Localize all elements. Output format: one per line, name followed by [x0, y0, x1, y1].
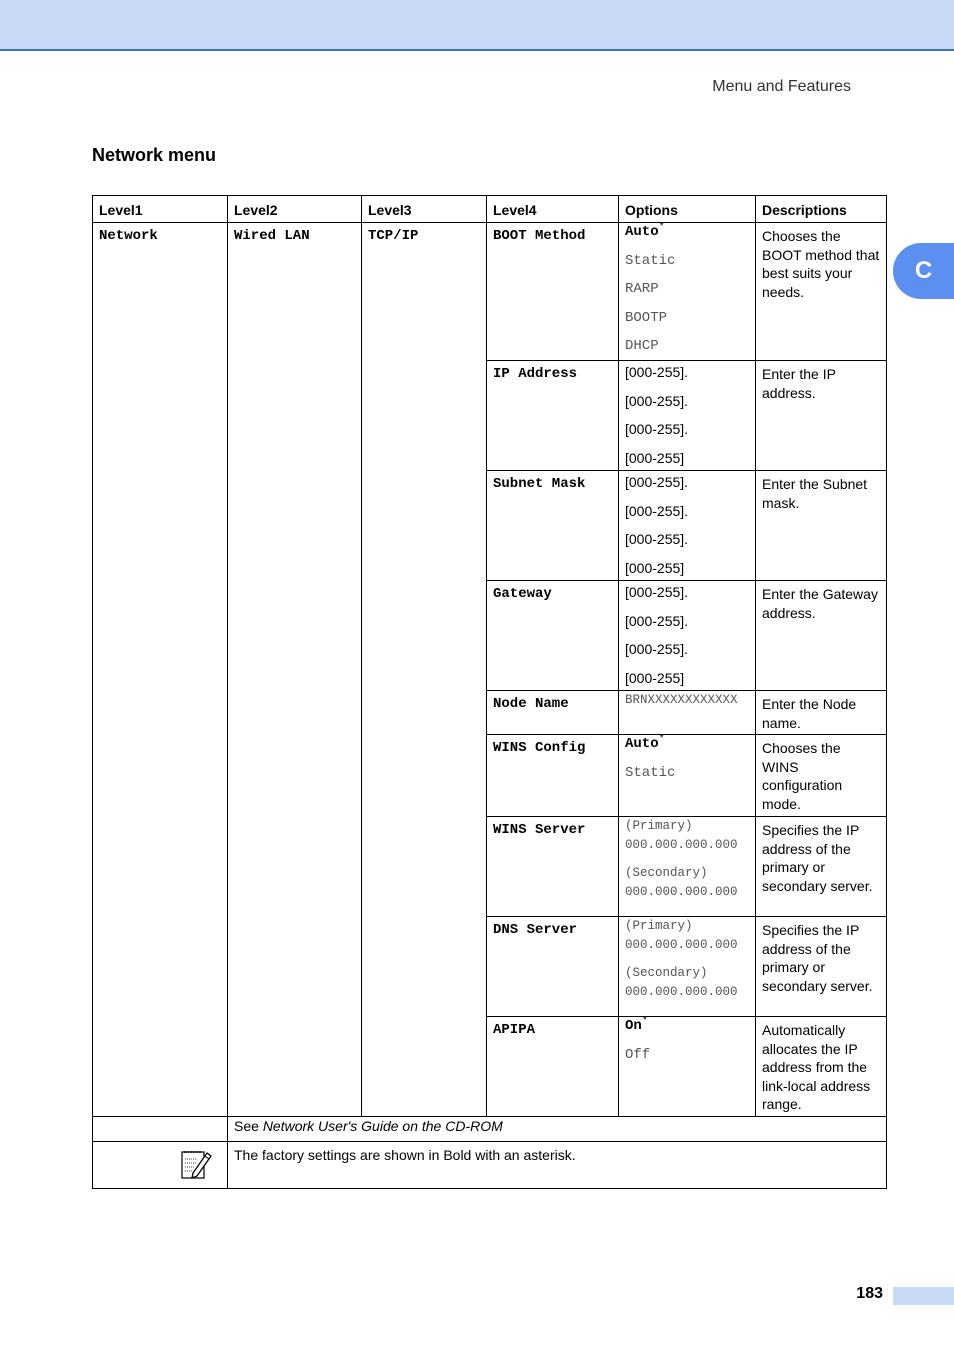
- level4-cell: WINS Server: [487, 817, 619, 917]
- col-header-descriptions: Descriptions: [756, 196, 887, 223]
- option-default: On*: [625, 1016, 648, 1034]
- description-cell: Enter the IP address.: [756, 361, 887, 471]
- level4-cell: APIPA: [487, 1017, 619, 1117]
- ip-octet-range: [000-255].: [625, 474, 689, 490]
- col-header-level4: Level4: [487, 196, 619, 223]
- col-header-options: Options: [619, 196, 756, 223]
- ip-octet-range: [000-255].: [625, 612, 689, 629]
- options-cell: [619, 817, 756, 917]
- ip-octet-range: [000-255].: [625, 641, 689, 657]
- node-name-default: BRNXXXXXXXXXXXX: [625, 693, 738, 707]
- ip-octet-range: [000-255]: [625, 669, 685, 686]
- ip-octet-range: [000-255]: [625, 559, 685, 576]
- header-band: [0, 0, 954, 51]
- description-cell: Automatically allocates the IP address from the link-local address range.: [756, 1017, 887, 1117]
- note-icon-cell: [93, 1142, 228, 1189]
- level4-cell: WINS Config: [487, 735, 619, 817]
- ip-octet-range: [000-255].: [625, 502, 689, 519]
- ip-octet-range: [000-255].: [625, 364, 689, 380]
- page-number-bar: [893, 1287, 954, 1305]
- level2-cell: Wired LAN: [228, 223, 362, 1117]
- section-title: Network menu: [92, 145, 217, 165]
- option: Static: [625, 252, 676, 269]
- secondary-address: (Secondary) 000.000.000.000: [625, 866, 738, 899]
- ip-octet-range: [000-255]: [625, 449, 685, 466]
- level4-cell: Node Name: [487, 691, 619, 735]
- chapter-tab: C: [893, 243, 954, 299]
- secondary-address: (Secondary) 000.000.000.000: [625, 966, 738, 999]
- option: RARP: [625, 281, 659, 297]
- description-cell: Specifies the IP address of the primary or secondary server.: [756, 917, 887, 1017]
- level4-cell: BOOT Method: [487, 223, 619, 361]
- option: DHCP: [625, 338, 659, 354]
- reference-note: See Network User's Guide on the CD-ROM: [228, 1117, 887, 1142]
- factory-note: The factory settings are shown in Bold with an asterisk.: [228, 1142, 887, 1189]
- level3-cell: TCP/IP: [362, 223, 487, 1117]
- options-cell: [619, 581, 756, 691]
- option-default: Auto*: [625, 222, 665, 240]
- options-cell: [619, 917, 756, 1017]
- level1-cell: Network: [93, 223, 228, 1117]
- options-cell: [619, 735, 756, 817]
- option-default: Auto*: [625, 734, 665, 752]
- level4-cell: IP Address: [487, 361, 619, 471]
- description-cell: Chooses the WINS configuration mode.: [756, 735, 887, 817]
- options-cell: [619, 1017, 756, 1117]
- ip-octet-range: [000-255].: [625, 584, 689, 600]
- ip-octet-range: [000-255].: [625, 392, 689, 409]
- table-row: [93, 223, 887, 361]
- level4-cell: DNS Server: [487, 917, 619, 1017]
- options-cell: [619, 691, 756, 735]
- ip-octet-range: [000-255].: [625, 421, 689, 437]
- ip-octet-range: [000-255].: [625, 531, 689, 547]
- description-cell: Enter the Subnet mask.: [756, 471, 887, 581]
- reference-note-row: [93, 1117, 887, 1142]
- empty-cell: [93, 1117, 228, 1142]
- running-head: Menu and Features: [712, 78, 851, 95]
- description-cell: Chooses the BOOT method that best suits your needs.: [756, 223, 887, 361]
- table-header-row: [93, 196, 887, 223]
- col-header-level1: Level1: [93, 196, 228, 223]
- network-menu-table: [92, 195, 887, 1189]
- options-cell: [619, 471, 756, 581]
- page-number: 183: [856, 1285, 883, 1302]
- level4-cell: Gateway: [487, 581, 619, 691]
- primary-address: (Primary) 000.000.000.000: [625, 919, 738, 952]
- col-header-level2: Level2: [228, 196, 362, 223]
- memo-pencil-icon: [179, 1147, 213, 1181]
- options-cell: [619, 361, 756, 471]
- option: Off: [625, 1046, 651, 1063]
- description-cell: Enter the Gateway address.: [756, 581, 887, 691]
- option: BOOTP: [625, 309, 668, 326]
- description-cell: Enter the Node name.: [756, 691, 887, 735]
- option: Static: [625, 764, 676, 781]
- col-header-level3: Level3: [362, 196, 487, 223]
- level4-cell: Subnet Mask: [487, 471, 619, 581]
- factory-note-row: [93, 1142, 887, 1189]
- options-cell: [619, 223, 756, 361]
- primary-address: (Primary) 000.000.000.000: [625, 819, 738, 852]
- description-cell: Specifies the IP address of the primary or secondary server.: [756, 817, 887, 917]
- guide-reference: Network User's Guide on the CD-ROM: [262, 1118, 503, 1134]
